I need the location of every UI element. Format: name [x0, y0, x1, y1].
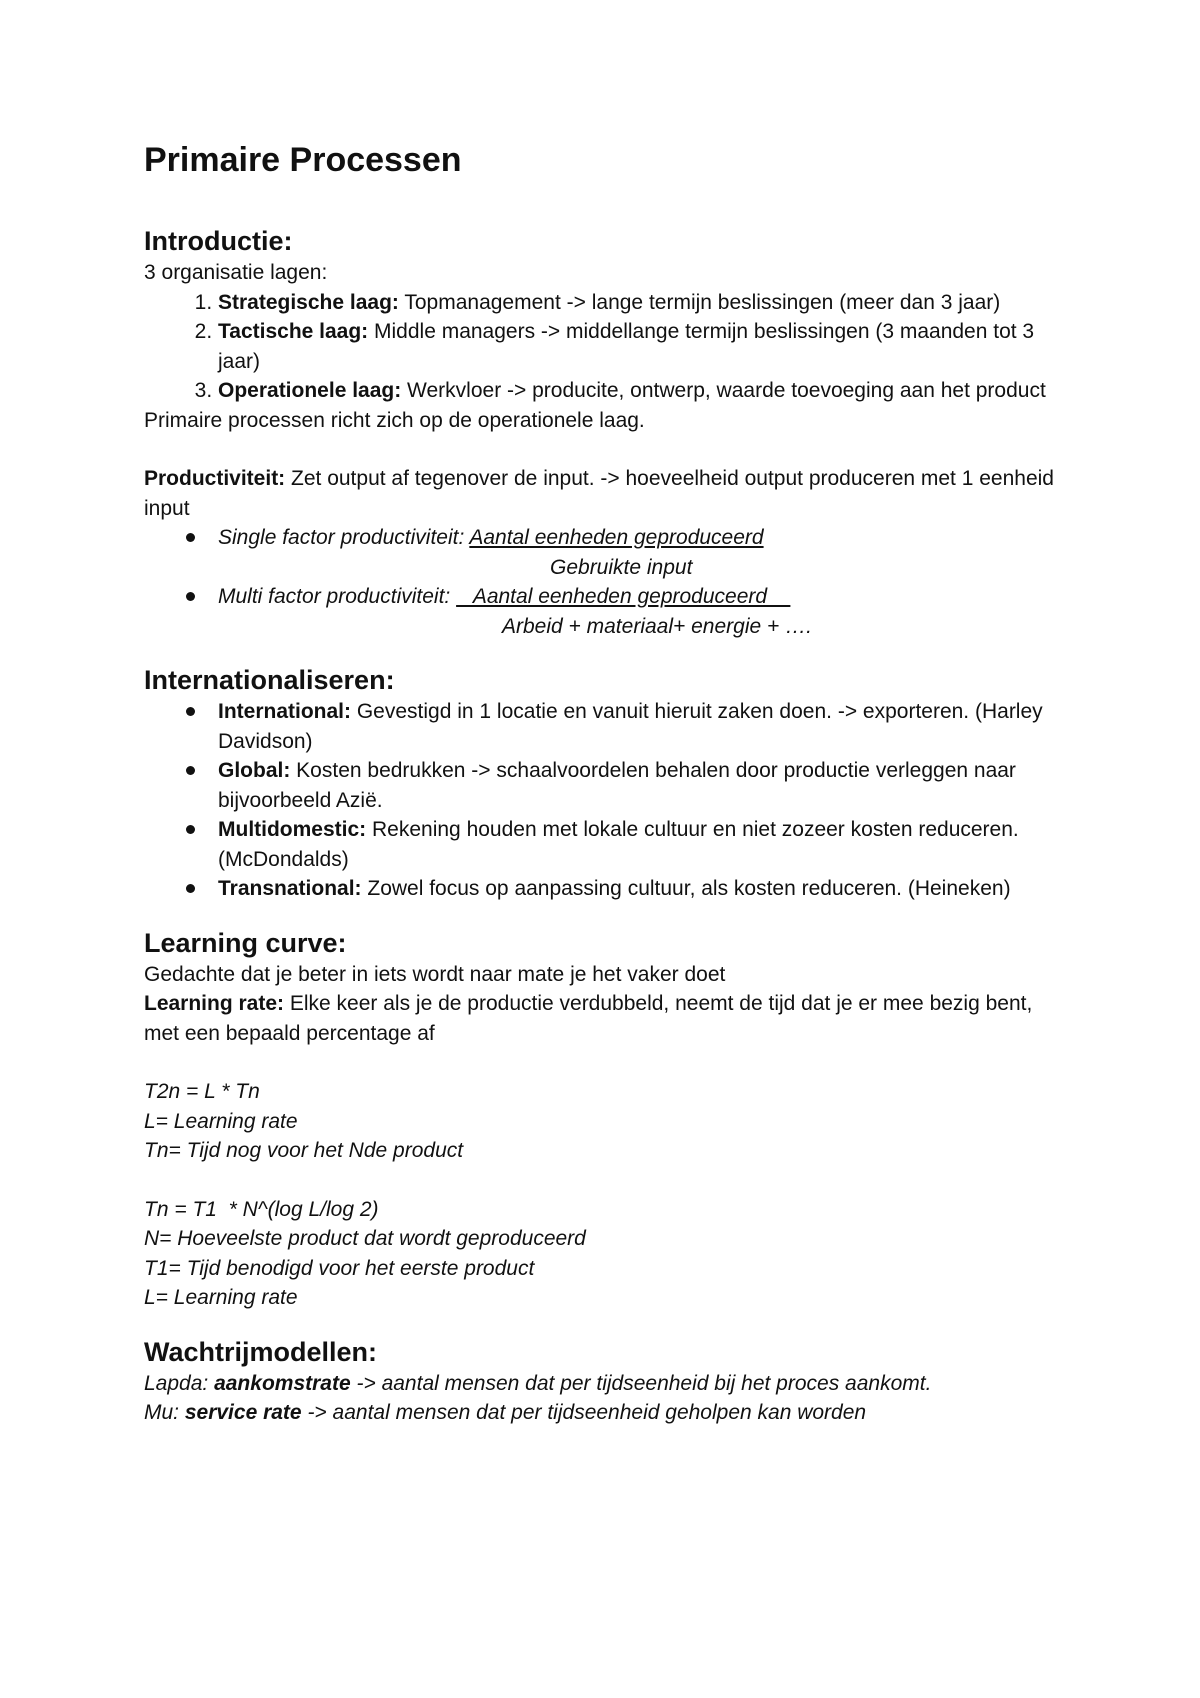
bullet-icon — [186, 533, 195, 542]
intro-closing: Primaire processen richt zich op de operationele laag. — [144, 408, 645, 432]
list-item: Multidomestic: Rekening houden met lokale cultuur en niet zozeer kosten reduceren. (McDondalds) — [218, 815, 1064, 874]
document-page — [144, 140, 1064, 1428]
section-heading-learning-curve: Learning curve: — [144, 927, 347, 958]
section-heading-internationaliseren: Internationaliseren: — [144, 665, 395, 695]
formula-line: L= Learning rate — [144, 1286, 298, 1309]
section-heading-introductie: Introductie: — [144, 226, 293, 256]
learning-line: Gedachte dat je beter in iets wordt naar mate je het vaker doet — [144, 962, 726, 986]
page-title: Primaire Processen — [144, 141, 462, 179]
organisation-layers-list — [144, 288, 1064, 406]
queue-line-service: Mu: service rate -> aantal mensen dat per tijdseenheid geholpen kan worden — [144, 1401, 867, 1424]
formula-line: T2n = L * Tn — [144, 1080, 260, 1103]
formula-line: T1= Tijd benodigd voor het eerste product — [144, 1256, 535, 1280]
intro-lead: 3 organisatie lagen: — [144, 261, 328, 284]
bullet-icon — [186, 766, 195, 775]
bullet-icon — [186, 884, 195, 893]
learning-rate-definition: Learning rate: Elke keer als je de productie verdubbeld, neemt de tijd dat je er mee bezig bent, met een bepaald percentage af — [144, 992, 1033, 1045]
list-item: Multi factor productiviteit: Aantal eenheden geproduceerd Arbeid + materiaal+ energie + …. — [218, 582, 1064, 641]
fraction-denominator: Gebruikte input — [550, 555, 693, 579]
formula-line: Tn = T1 * N^(log L/log 2) — [144, 1197, 379, 1221]
formula-line: L= Learning rate — [144, 1109, 298, 1133]
fraction-numerator: Aantal eenheden geproduceerd — [456, 585, 791, 608]
formula-line: N= Hoeveelste product dat wordt geproduceerd — [144, 1227, 586, 1250]
bullet-icon — [186, 825, 195, 834]
productivity-definition: Productiviteit: Zet output af tegenover de input. -> hoeveelheid output produceren met 1 eenheid input — [144, 467, 1054, 520]
list-item: Single factor productiviteit: Aantal eenheden geproduceerd Gebruikte input — [218, 523, 1064, 582]
queue-line-arrival: Lapda: aankomstrate -> aantal mensen dat per tijdseenheid bij het proces aankomt. — [144, 1371, 932, 1395]
bullet-icon — [186, 707, 195, 716]
productivity-list — [144, 523, 1064, 641]
internationalize-list — [144, 697, 1064, 904]
section-heading-wachtrijmodellen: Wachtrijmodellen: — [144, 1336, 378, 1367]
fraction-denominator: Arbeid + materiaal+ energie + …. — [502, 614, 812, 638]
list-item: 1. Strategische laag: Topmanagement -> lange termijn beslissingen (meer dan 3 jaar) — [218, 288, 1064, 318]
list-item: Transnational: Zowel focus op aanpassing cultuur, als kosten reduceren. (Heineken) — [218, 874, 1064, 904]
fraction-numerator: Aantal eenheden geproduceerd — [469, 526, 764, 549]
list-item: 3. Operationele laag: Werkvloer -> producite, ontwerp, waarde toevoeging aan het product — [218, 376, 1064, 406]
list-item: International: Gevestigd in 1 locatie en vanuit hieruit zaken doen. -> exporteren. (Harley Davidson) — [218, 697, 1064, 756]
formula-line: Tn= Tijd nog voor het Nde product — [144, 1139, 464, 1162]
bullet-icon — [186, 592, 195, 601]
list-item: 2. Tactische laag: Middle managers -> middellange termijn beslissingen (3 maanden tot 3 jaar) — [218, 317, 1064, 376]
list-item: Global: Kosten bedrukken -> schaalvoordelen behalen door productie verleggen naar bijvoorbeeld Azië. — [218, 756, 1064, 815]
